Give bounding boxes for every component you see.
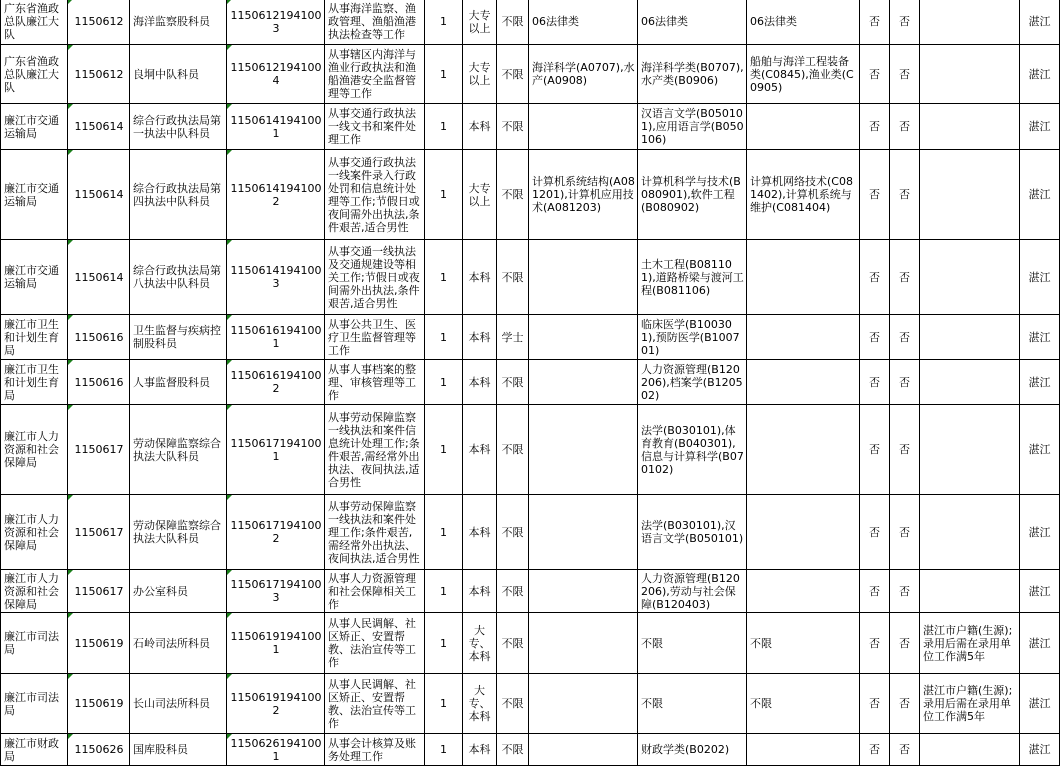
major-postgraduate-cell <box>529 495 638 570</box>
requirement-cell: 否 <box>860 734 890 766</box>
city-cell: 湛江 <box>1020 0 1060 45</box>
education-cell: 大专以上 <box>463 45 497 104</box>
count-cell: 1 <box>425 150 463 240</box>
degree-cell: 不限 <box>497 613 529 674</box>
major-bachelor-cell: 法学(B030101),体育教育(B040301),信息与计算科学(B070102) <box>638 405 747 495</box>
city-cell: 湛江 <box>1020 674 1060 734</box>
major-college-cell <box>747 360 860 405</box>
requirement-cell: 否 <box>890 613 920 674</box>
other-requirement-cell <box>920 570 1020 613</box>
count-cell: 1 <box>425 674 463 734</box>
major-postgraduate-cell <box>529 315 638 360</box>
table-row <box>1 570 1060 613</box>
duty-cell: 从事交通行政执法一线文书和案件处理工作 <box>325 104 425 150</box>
position-code-cell: 11506191941002 <box>227 674 325 734</box>
table-row <box>1 734 1060 766</box>
count-cell: 1 <box>425 734 463 766</box>
unit-cell: 廉江市人力资源和社会保障局 <box>1 405 68 495</box>
duty-cell: 从事人民调解、社区矫正、安置帮教、法治宣传等工作 <box>325 674 425 734</box>
requirement-cell: 否 <box>890 45 920 104</box>
major-college-cell <box>747 240 860 315</box>
education-cell: 本科 <box>463 734 497 766</box>
major-bachelor-cell: 06法律类 <box>638 0 747 45</box>
city-cell: 湛江 <box>1020 734 1060 766</box>
city-cell: 湛江 <box>1020 104 1060 150</box>
table-row <box>1 495 1060 570</box>
requirement-cell: 否 <box>860 570 890 613</box>
other-requirement-cell <box>920 405 1020 495</box>
unit-code-cell: 1150612 <box>68 45 130 104</box>
duty-cell: 从事人事档案的整理、审核管理等工作 <box>325 360 425 405</box>
requirement-cell: 否 <box>860 613 890 674</box>
major-college-cell: 计算机网络技术(C081402),计算机系统与维护(C081404) <box>747 150 860 240</box>
requirement-cell: 否 <box>860 674 890 734</box>
position-code-cell: 11506141941002 <box>227 150 325 240</box>
requirement-cell: 否 <box>860 104 890 150</box>
major-college-cell <box>747 315 860 360</box>
major-bachelor-cell: 人力资源管理(B120206),劳动与社会保障(B120403) <box>638 570 747 613</box>
major-bachelor-cell: 土木工程(B081101),道路桥梁与渡河工程(B081106) <box>638 240 747 315</box>
unit-code-cell: 1150617 <box>68 405 130 495</box>
unit-cell: 廉江市司法局 <box>1 674 68 734</box>
position-code-cell: 11506261941001 <box>227 734 325 766</box>
major-postgraduate-cell <box>529 674 638 734</box>
degree-cell: 不限 <box>497 734 529 766</box>
city-cell: 湛江 <box>1020 570 1060 613</box>
duty-cell: 从事公共卫生、医疗卫生监督管理等工作 <box>325 315 425 360</box>
education-cell: 大专、本科 <box>463 613 497 674</box>
position-code-cell: 11506121941003 <box>227 0 325 45</box>
requirement-cell: 否 <box>860 315 890 360</box>
major-bachelor-cell: 海洋科学类(B0707),水产类(B0906) <box>638 45 747 104</box>
position-code-cell: 11506121941004 <box>227 45 325 104</box>
unit-code-cell: 1150619 <box>68 674 130 734</box>
count-cell: 1 <box>425 405 463 495</box>
table-row <box>1 360 1060 405</box>
other-requirement-cell <box>920 734 1020 766</box>
unit-cell: 廉江市卫生和计划生育局 <box>1 315 68 360</box>
requirement-cell: 否 <box>890 360 920 405</box>
degree-cell: 不限 <box>497 45 529 104</box>
other-requirement-cell <box>920 360 1020 405</box>
requirement-cell: 否 <box>890 0 920 45</box>
degree-cell: 不限 <box>497 104 529 150</box>
position-cell: 人事监督股科员 <box>130 360 227 405</box>
degree-cell: 不限 <box>497 360 529 405</box>
city-cell: 湛江 <box>1020 360 1060 405</box>
other-requirement-cell <box>920 315 1020 360</box>
unit-cell: 廉江市人力资源和社会保障局 <box>1 495 68 570</box>
requirement-cell: 否 <box>860 45 890 104</box>
major-college-cell: 不限 <box>747 613 860 674</box>
requirement-cell: 否 <box>890 405 920 495</box>
major-bachelor-cell: 法学(B030101),汉语言文学(B050101) <box>638 495 747 570</box>
major-college-cell <box>747 495 860 570</box>
education-cell: 本科 <box>463 104 497 150</box>
education-cell: 大专以上 <box>463 0 497 45</box>
major-postgraduate-cell <box>529 360 638 405</box>
degree-cell: 不限 <box>497 0 529 45</box>
education-cell: 大专、本科 <box>463 674 497 734</box>
requirement-cell: 否 <box>860 405 890 495</box>
position-cell: 劳动保障监察综合执法大队科员 <box>130 495 227 570</box>
requirement-cell: 否 <box>890 495 920 570</box>
major-bachelor-cell: 临床医学(B100301),预防医学(B100701) <box>638 315 747 360</box>
position-cell: 良垌中队科员 <box>130 45 227 104</box>
unit-cell: 廉江市交通运输局 <box>1 150 68 240</box>
table-row <box>1 674 1060 734</box>
education-cell: 本科 <box>463 240 497 315</box>
major-bachelor-cell: 人力资源管理(B120206),档案学(B120502) <box>638 360 747 405</box>
table-row <box>1 45 1060 104</box>
duty-cell: 从事辖区内海洋与渔业行政执法和渔船渔港安全监督管理等工作 <box>325 45 425 104</box>
education-cell: 本科 <box>463 405 497 495</box>
major-college-cell <box>747 734 860 766</box>
count-cell: 1 <box>425 240 463 315</box>
position-code-cell: 11506171941002 <box>227 495 325 570</box>
unit-cell: 廉江市交通运输局 <box>1 104 68 150</box>
duty-cell: 从事人民调解、社区矫正、安置帮教、法治宣传等工作 <box>325 613 425 674</box>
unit-code-cell: 1150616 <box>68 315 130 360</box>
major-bachelor-cell: 不限 <box>638 613 747 674</box>
major-college-cell: 船舶与海洋工程装备类(C0845),渔业类(C0905) <box>747 45 860 104</box>
table-row <box>1 240 1060 315</box>
city-cell: 湛江 <box>1020 315 1060 360</box>
table-body <box>1 0 1060 766</box>
duty-cell: 从事劳动保障监察一线执法和案件信息统计处理工作;条件艰苦,需经常外出执法、夜间执法,适合男性 <box>325 405 425 495</box>
position-code-cell: 11506161941001 <box>227 315 325 360</box>
unit-cell: 廉江市交通运输局 <box>1 240 68 315</box>
other-requirement-cell: 湛江市户籍(生源);录用后需在录用单位工作满5年 <box>920 674 1020 734</box>
major-college-cell <box>747 405 860 495</box>
duty-cell: 从事交通行政执法一线案件录入行政处罚和信息统计处理等工作;节假日或夜间需外出执法,条件艰苦,适合男性 <box>325 150 425 240</box>
table-row <box>1 613 1060 674</box>
unit-cell: 广东省渔政总队廉江大队 <box>1 0 68 45</box>
other-requirement-cell <box>920 104 1020 150</box>
major-bachelor-cell: 财政学类(B0202) <box>638 734 747 766</box>
education-cell: 本科 <box>463 315 497 360</box>
major-postgraduate-cell <box>529 405 638 495</box>
degree-cell: 不限 <box>497 570 529 613</box>
requirement-cell: 否 <box>890 570 920 613</box>
major-postgraduate-cell <box>529 104 638 150</box>
duty-cell: 从事海洋监察、渔政管理、渔船渔港执法检查等工作 <box>325 0 425 45</box>
degree-cell: 不限 <box>497 405 529 495</box>
count-cell: 1 <box>425 495 463 570</box>
major-postgraduate-cell: 海洋科学(A0707),水产(A0908) <box>529 45 638 104</box>
other-requirement-cell <box>920 240 1020 315</box>
degree-cell: 不限 <box>497 240 529 315</box>
unit-code-cell: 1150617 <box>68 495 130 570</box>
education-cell: 本科 <box>463 360 497 405</box>
position-code-cell: 11506171941003 <box>227 570 325 613</box>
requirement-cell: 否 <box>890 734 920 766</box>
city-cell: 湛江 <box>1020 613 1060 674</box>
requirement-cell: 否 <box>890 315 920 360</box>
unit-code-cell: 1150617 <box>68 570 130 613</box>
position-cell: 国库股科员 <box>130 734 227 766</box>
city-cell: 湛江 <box>1020 150 1060 240</box>
table-row <box>1 150 1060 240</box>
count-cell: 1 <box>425 45 463 104</box>
count-cell: 1 <box>425 0 463 45</box>
major-postgraduate-cell: 计算机系统结构(A081201),计算机应用技术(A081203) <box>529 150 638 240</box>
unit-cell: 廉江市司法局 <box>1 613 68 674</box>
education-cell: 大专以上 <box>463 150 497 240</box>
major-bachelor-cell: 汉语言文学(B050101),应用语言学(B050106) <box>638 104 747 150</box>
city-cell: 湛江 <box>1020 240 1060 315</box>
requirement-cell: 否 <box>860 495 890 570</box>
major-bachelor-cell: 计算机科学与技术(B080901),软件工程(B080902) <box>638 150 747 240</box>
unit-code-cell: 1150616 <box>68 360 130 405</box>
requirement-cell: 否 <box>890 150 920 240</box>
unit-code-cell: 1150614 <box>68 240 130 315</box>
other-requirement-cell <box>920 495 1020 570</box>
position-cell: 石岭司法所科员 <box>130 613 227 674</box>
position-cell: 办公室科员 <box>130 570 227 613</box>
position-cell: 综合行政执法局第四执法中队科员 <box>130 150 227 240</box>
major-postgraduate-cell <box>529 570 638 613</box>
count-cell: 1 <box>425 315 463 360</box>
requirement-cell: 否 <box>860 240 890 315</box>
major-postgraduate-cell: 06法律类 <box>529 0 638 45</box>
duty-cell: 从事人力资源管理和社会保障相关工作 <box>325 570 425 613</box>
table-row <box>1 315 1060 360</box>
duty-cell: 从事交通一线执法及交通规建设等相关工作;节假日或夜间需外出执法,条件艰苦,适合男性 <box>325 240 425 315</box>
position-code-cell: 11506171941001 <box>227 405 325 495</box>
count-cell: 1 <box>425 104 463 150</box>
other-requirement-cell <box>920 0 1020 45</box>
position-cell: 海洋监察股科员 <box>130 0 227 45</box>
unit-code-cell: 1150626 <box>68 734 130 766</box>
major-postgraduate-cell <box>529 613 638 674</box>
unit-cell: 廉江市人力资源和社会保障局 <box>1 570 68 613</box>
duty-cell: 从事劳动保障监察一线执法和案件处理工作;条件艰苦,需经常外出执法、夜间执法,适合男性 <box>325 495 425 570</box>
table-row <box>1 0 1060 45</box>
degree-cell: 不限 <box>497 674 529 734</box>
requirement-cell: 否 <box>860 360 890 405</box>
count-cell: 1 <box>425 613 463 674</box>
unit-cell: 廉江市卫生和计划生育局 <box>1 360 68 405</box>
unit-cell: 廉江市财政局 <box>1 734 68 766</box>
city-cell: 湛江 <box>1020 45 1060 104</box>
position-code-cell: 11506191941001 <box>227 613 325 674</box>
position-cell: 劳动保障监察综合执法大队科员 <box>130 405 227 495</box>
degree-cell: 学士 <box>497 315 529 360</box>
table-row <box>1 405 1060 495</box>
major-bachelor-cell: 不限 <box>638 674 747 734</box>
position-code-cell: 11506141941001 <box>227 104 325 150</box>
major-college-cell <box>747 570 860 613</box>
education-cell: 本科 <box>463 495 497 570</box>
unit-code-cell: 1150619 <box>68 613 130 674</box>
other-requirement-cell: 湛江市户籍(生源);录用后需在录用单位工作满5年 <box>920 613 1020 674</box>
requirement-cell: 否 <box>890 674 920 734</box>
other-requirement-cell <box>920 150 1020 240</box>
education-cell: 本科 <box>463 570 497 613</box>
city-cell: 湛江 <box>1020 495 1060 570</box>
requirement-cell: 否 <box>890 104 920 150</box>
major-college-cell: 06法律类 <box>747 0 860 45</box>
position-code-cell: 11506161941002 <box>227 360 325 405</box>
major-postgraduate-cell <box>529 240 638 315</box>
unit-code-cell: 1150612 <box>68 0 130 45</box>
duty-cell: 从事会计核算及账务处理工作 <box>325 734 425 766</box>
position-code-cell: 11506141941003 <box>227 240 325 315</box>
unit-cell: 广东省渔政总队廉江大队 <box>1 45 68 104</box>
unit-code-cell: 1150614 <box>68 150 130 240</box>
unit-code-cell: 1150614 <box>68 104 130 150</box>
count-cell: 1 <box>425 360 463 405</box>
position-cell: 综合行政执法局第一执法中队科员 <box>130 104 227 150</box>
requirement-cell: 否 <box>890 240 920 315</box>
major-college-cell <box>747 104 860 150</box>
degree-cell: 不限 <box>497 495 529 570</box>
position-cell: 长山司法所科员 <box>130 674 227 734</box>
requirement-cell: 否 <box>860 150 890 240</box>
other-requirement-cell <box>920 45 1020 104</box>
city-cell: 湛江 <box>1020 405 1060 495</box>
position-cell: 卫生监督与疾病控制股科员 <box>130 315 227 360</box>
table-row <box>1 104 1060 150</box>
major-postgraduate-cell <box>529 734 638 766</box>
degree-cell: 不限 <box>497 150 529 240</box>
major-college-cell: 不限 <box>747 674 860 734</box>
requirement-cell: 否 <box>860 0 890 45</box>
count-cell: 1 <box>425 570 463 613</box>
position-cell: 综合行政执法局第八执法中队科员 <box>130 240 227 315</box>
